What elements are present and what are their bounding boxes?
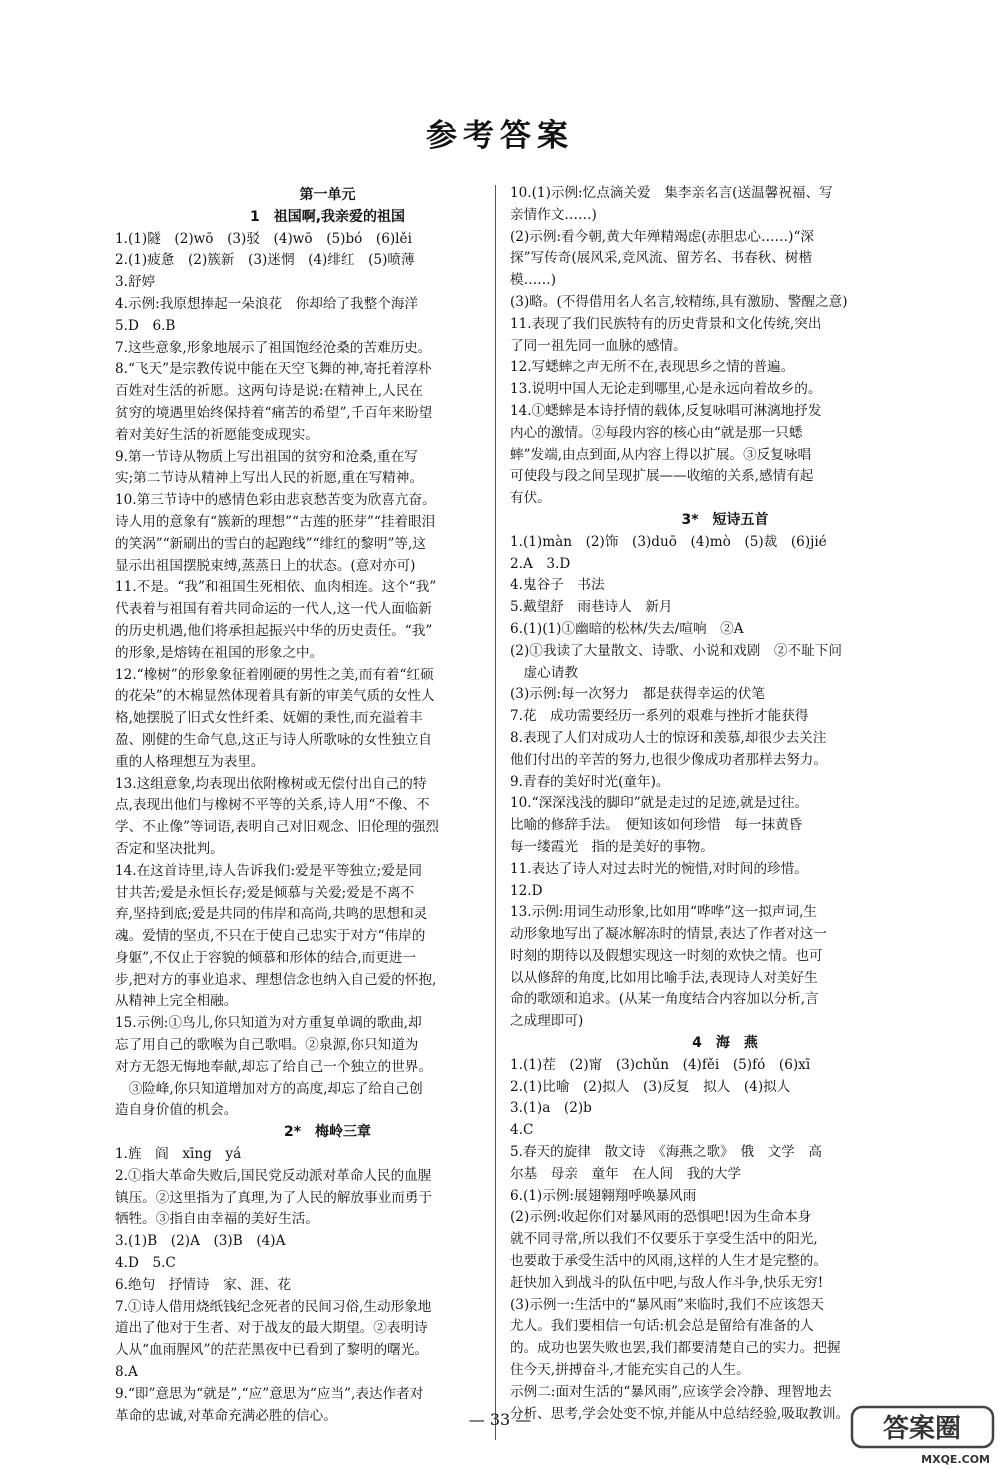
answer-line: 以从修辞的角度,比如用比喻手法,表现诗人对美好生 xyxy=(510,969,818,986)
answer-line: 每一缕霞光 指的是美好的事物。 xyxy=(510,838,714,855)
right-column xyxy=(510,183,940,1425)
answer-line: 13.示例:用词生动形象,比如用“哗哗”这一拟声词,生 xyxy=(510,904,818,921)
section-heading: 1 祖国啊,我亲爱的祖国 xyxy=(249,208,406,225)
answer-line: 6.(1)(1)①幽暗的松林/失去/喧响 ②A xyxy=(510,620,744,637)
answer-line: 实;第二节诗从精神上写出人民的祈愿,重在写精神。 xyxy=(115,470,423,487)
answer-line: 步,把对方的事业追求、理想信念也纳入自己爱的怀抱, xyxy=(115,971,437,988)
answer-line: 4.C xyxy=(510,1122,534,1139)
answer-line: 4.鬼谷子 书法 xyxy=(510,577,605,594)
section-heading: 2* 梅岭三章 xyxy=(283,1124,372,1141)
answer-line: 虚心请教 xyxy=(510,664,578,681)
answer-line: 的历史机遇,他们将承担起振兴中华的历史责任。“我” xyxy=(115,622,433,639)
answer-line: 2.(1)比喻 (2)拟人 (3)反复 拟人 (4)拟人 xyxy=(510,1078,791,1095)
answer-line: (2)①我读了大量散文、诗歌、小说和戏剧 ②不耻下问 xyxy=(510,642,842,659)
answer-line: 就不同寻常,所以我们不仅要乐于享受生活中的阳光, xyxy=(510,1231,818,1248)
answer-line: 11.表现了我们民族特有的历史背景和文化传统,突出 xyxy=(510,315,822,332)
answer-line: 2.A 3.D xyxy=(510,555,571,572)
answer-line: 赶快加入到战斗的队伍中吧,与敌人作斗争,快乐无穷! xyxy=(510,1274,824,1291)
answer-line: 模……) xyxy=(510,272,557,289)
answer-line: 6.(1)示例:展翅翱翔呼唤暴风雨 xyxy=(510,1187,697,1204)
watermark-logo-text: 答案圈 xyxy=(882,1414,962,1444)
answer-line: 14.①蟋蟀是本诗抒情的载体,反复咏唱可淋漓地抒发 xyxy=(510,402,822,419)
answer-line: 11.表达了诗人对过去时光的惋惜,对时间的珍惜。 xyxy=(510,860,808,877)
answer-line: 住今天,拼搏奋斗,才能充实自己的人生。 xyxy=(510,1362,750,1379)
answer-line: 人从“血雨腥风”的茫茫黑夜中已看到了黎明的曙光。 xyxy=(115,1342,428,1359)
answer-line: 可使段与段之间呈现扩展——收缩的关系,感情有起 xyxy=(510,468,814,485)
answer-line: 7.花 成功需要经历一系列的艰难与挫折才能获得 xyxy=(510,708,809,725)
answer-line: 点,表现出他们与橡树不平等的关系,诗人用“不像、不 xyxy=(115,797,430,814)
answer-line: 的花朵”的木棉显然体现着具有新的审美气质的女性人 xyxy=(115,688,435,705)
column-divider xyxy=(495,185,496,1440)
answer-line: (2)示例:看今朝,黄大年殚精竭虑(赤胆忠心……)“深 xyxy=(510,228,814,245)
answer-line: 也要敢于承受生活中的风雨,这样的人生才是完整的。 xyxy=(510,1253,827,1270)
answer-line: 内心的激情。②每段内容的核心由“就是那一只蟋 xyxy=(510,424,803,441)
answer-line: 有伏。 xyxy=(510,490,551,507)
answer-line: 13.这组意象,均表现出依附橡树或无偿付出自己的特 xyxy=(115,775,427,792)
answer-line: 10.(1)示例:忆点滴关爱 集李亲名言(送温馨祝福、写 xyxy=(510,185,833,201)
answer-line: 7.这些意象,形象地展示了祖国饱经沧桑的苦难历史。 xyxy=(115,339,432,356)
answer-line: 9.青春的美好时光(童年)。 xyxy=(510,773,670,790)
answer-line: 时刻的期待以及假想实现这一时刻的欢快之情。也可 xyxy=(510,947,823,964)
answer-line: 镇压。②这里指为了真理,为了人民的解放事业而勇于 xyxy=(115,1189,432,1206)
answer-line: 弃,坚持到底;爱是共同的伟岸和高尚,共鸣的思想和灵 xyxy=(115,906,428,923)
answer-line: 5.D 6.B xyxy=(115,317,176,334)
answer-line: 甘共苦;爱是永恒长存;爱是倾慕与关爱;爱是不离不 xyxy=(115,884,415,901)
answer-line: 的笑涡”“新刷出的雪白的起跑线”“绯红的黎明”等,这 xyxy=(115,535,426,552)
answer-line: 否定和坚决批判。 xyxy=(115,840,224,857)
answer-line: 的。成功也罢失败也罢,我们都要清楚自己的实力。把握 xyxy=(510,1340,841,1357)
answer-line: 之成理即可) xyxy=(510,1013,584,1030)
answer-line: 9.“即”意思为“就是”,“应”意思为“应当”,表达作者对 xyxy=(115,1385,424,1402)
answer-line: 比喻的修辞手法。 便知该如何珍惜 每一抹黄昏 xyxy=(510,817,803,834)
answer-line: 的形象,是熔铸在祖国的形象之中。 xyxy=(115,644,324,661)
answer-line: (3)示例一:生活中的“暴风雨”来临时,我们不应该怨天 xyxy=(510,1296,824,1313)
answer-line: (3)略。(不得借用名人名言,较精练,具有激励、警醒之意) xyxy=(510,293,848,310)
answer-line: 魂。爱情的坚贞,不只在于使自己忠实于对方“伟岸的 xyxy=(115,928,426,945)
answer-line: 2.①指大革命失败后,国民党反动派对革命人民的血腥 xyxy=(115,1167,432,1184)
answer-line: 14.在这首诗里,诗人告诉我们:爱是平等独立;爱是同 xyxy=(115,862,422,879)
answer-line: 探”写传奇(展风采,竞风流、留芳名、书春秋、树楷 xyxy=(510,250,813,267)
answer-line: 亲情作文……) xyxy=(510,206,597,223)
answer-line: 12.D xyxy=(510,882,543,899)
answer-line: 8.“飞天”是宗教传说中能在天空飞舞的神,寄托着淳朴 xyxy=(115,361,432,378)
answer-line: 8.表现了人们对成功人士的惊讶和羡慕,却很少去关注 xyxy=(510,729,827,746)
answer-line: 对方无怨无悔地奉献,却忘了给自己一个独立的世界。 xyxy=(115,1058,432,1075)
answer-line: 10.第三节诗中的感情色彩由悲哀愁苦变为欣喜亢奋。 xyxy=(115,492,436,509)
answer-line: 造自身价值的机会。 xyxy=(115,1102,238,1119)
answer-line: 3.舒婷 xyxy=(115,274,156,291)
answer-line: 诗人用的意象有“簇新的理想”“古莲的胚芽”“挂着眼泪 xyxy=(115,513,436,530)
answer-line: 牺牲。③指自由幸福的美好生活。 xyxy=(115,1211,319,1228)
answer-line: 5.戴望舒 雨巷诗人 新月 xyxy=(510,599,673,616)
answer-line: 2.(1)疲惫 (2)簇新 (3)迷惘 (4)绯红 (5)喷薄 xyxy=(115,252,415,269)
answer-line: 代表着与祖国有着共同命运的一代人,这一代人面临新 xyxy=(115,601,432,618)
answer-line: 1.旌 阎 xīng yá xyxy=(115,1146,242,1163)
answer-line: 了同一祖先同一血脉的感情。 xyxy=(510,337,687,354)
answer-line: 动形象地写出了凝冰解冻时的情景,表达了作者对这一 xyxy=(510,926,827,943)
answer-line: 学、不止像”等词语,表明自己对旧观念、旧伦理的强烈 xyxy=(115,819,439,836)
answer-line: 命的歌颂和追求。(从某一角度结合内容加以分析,言 xyxy=(510,991,819,1008)
watermark-url: MXQE.COM xyxy=(921,1453,990,1466)
answer-line: 1.(1)màn (2)饰 (3)duō (4)mò (5)裁 (6)jié xyxy=(510,533,827,550)
section-heading: 3* 短诗五首 xyxy=(681,511,769,528)
left-column xyxy=(115,185,540,1427)
page-title: 参考答案 xyxy=(426,118,574,154)
answer-line: 8.A xyxy=(115,1364,138,1381)
answer-line: 4.D 5.C xyxy=(115,1255,176,1272)
answer-line: 身躯”,不仅止于容貌的倾慕和形体的结合,而更进一 xyxy=(115,949,417,966)
answer-line: 分析、思考,学会处变不惊,并能从中总结经验,吸取教训。 xyxy=(510,1405,850,1422)
answer-line: 10.“深深浅浅的脚印”就是走过的足迹,就是过往。 xyxy=(510,795,809,812)
answer-line: (3)示例:每一次努力 都是获得幸运的伏笔 xyxy=(510,686,765,703)
answer-line: 忘了用自己的歌喉为自己歌唱。②泉源,你只知道为 xyxy=(115,1037,419,1054)
answer-line: 7.①诗人借用烧纸钱纪念死者的民间习俗,生动形象地 xyxy=(115,1298,432,1315)
answer-line: 革命的忠诚,对革命充满必胜的信心。 xyxy=(115,1407,337,1424)
answer-line: 着对美好生活的祈愿能变成现实。 xyxy=(115,426,319,443)
answer-line: 格,她摆脱了旧式女性纤柔、妩媚的秉性,而充溢着丰 xyxy=(115,710,423,727)
answer-line: 11.不是。“我”和祖国生死相依、血肉相连。这个“我” xyxy=(115,579,437,596)
answer-line: 盈、刚健的生命气息,这正与诗人所歌咏的女性独立自 xyxy=(115,731,432,748)
answer-line: 贫穷的境遇里始终保持着“痛苦的希望”,千百年来盼望 xyxy=(115,404,433,421)
answer-line: 从精神上完全相融。 xyxy=(115,993,238,1010)
answer-line: 3.(1)a (2)b xyxy=(510,1100,592,1117)
answer-line: 6.绝句 抒情诗 家、涯、花 xyxy=(115,1276,292,1293)
answer-line: 示例二:面对生活的“暴风雨”,应该学会冷静、理智地去 xyxy=(510,1383,832,1400)
answer-line: (2)示例:收起你们对暴风雨的恐惧吧!因为生命本身 xyxy=(510,1209,812,1226)
answer-line: 1.(1)茬 (2)甯 (3)chǔn (4)fěi (5)fó (6)xī xyxy=(510,1056,811,1073)
answer-line: ③险峰,你只知道增加对方的高度,却忘了给自己创 xyxy=(115,1080,423,1097)
section-heading: 第一单元 xyxy=(299,187,356,203)
answer-line: 12.写蟋蟀之声无所不在,表现思乡之情的普遍。 xyxy=(510,359,795,376)
answer-line: 13.说明中国人无论走到哪里,心是永远向着故乡的。 xyxy=(510,381,822,398)
answer-line: 5.春天的旋律 散文诗 《海燕之歌》 俄 文学 高 xyxy=(510,1144,823,1161)
page-number: — 33 — xyxy=(468,1410,532,1429)
answer-line: 他们付出的辛苦的努力,也很少像成功者那样去努力。 xyxy=(510,751,827,768)
answer-line: 9.第一节诗从物质上写出祖国的贫穷和沧桑,重在写 xyxy=(115,448,418,465)
answer-line: 重的人格理想互为表里。 xyxy=(115,753,265,770)
answer-line: 12.“橡树”的形象象征着刚硬的男性之美,而有着“红硕 xyxy=(115,666,434,683)
section-heading: 4 海 燕 xyxy=(692,1035,758,1052)
answer-line: 尔基 母亲 童年 在人间 我的大学 xyxy=(510,1165,742,1182)
answer-line: 15.示例:①鸟儿,你只知道为对方重复单调的歌曲,却 xyxy=(115,1015,422,1032)
answer-line: 尤人。我们要相信一句话:机会总是留给有准备的人 xyxy=(510,1318,814,1335)
answer-line: 蟀”发端,由点到面,从内容上得以扩展。③反复咏唱 xyxy=(510,446,812,463)
answer-line: 4.示例:我原想捧起一朵浪花 你却给了我整个海洋 xyxy=(115,295,419,312)
answer-line: 显示出祖国摆脱束缚,蒸蒸日上的状态。(意对亦可) xyxy=(115,557,416,574)
answer-line: 3.(1)B (2)A (3)B (4)A xyxy=(115,1233,286,1250)
answer-line: 道出了他对于生者、对于战友的最大期望。②表明诗 xyxy=(115,1320,428,1337)
answer-line: 百姓对生活的祈愿。这两句诗是说:在精神上,人民在 xyxy=(115,383,423,400)
answer-line: 1.(1)隧 (2)wō (3)驳 (4)wō (5)bó (6)lěi xyxy=(115,230,412,247)
